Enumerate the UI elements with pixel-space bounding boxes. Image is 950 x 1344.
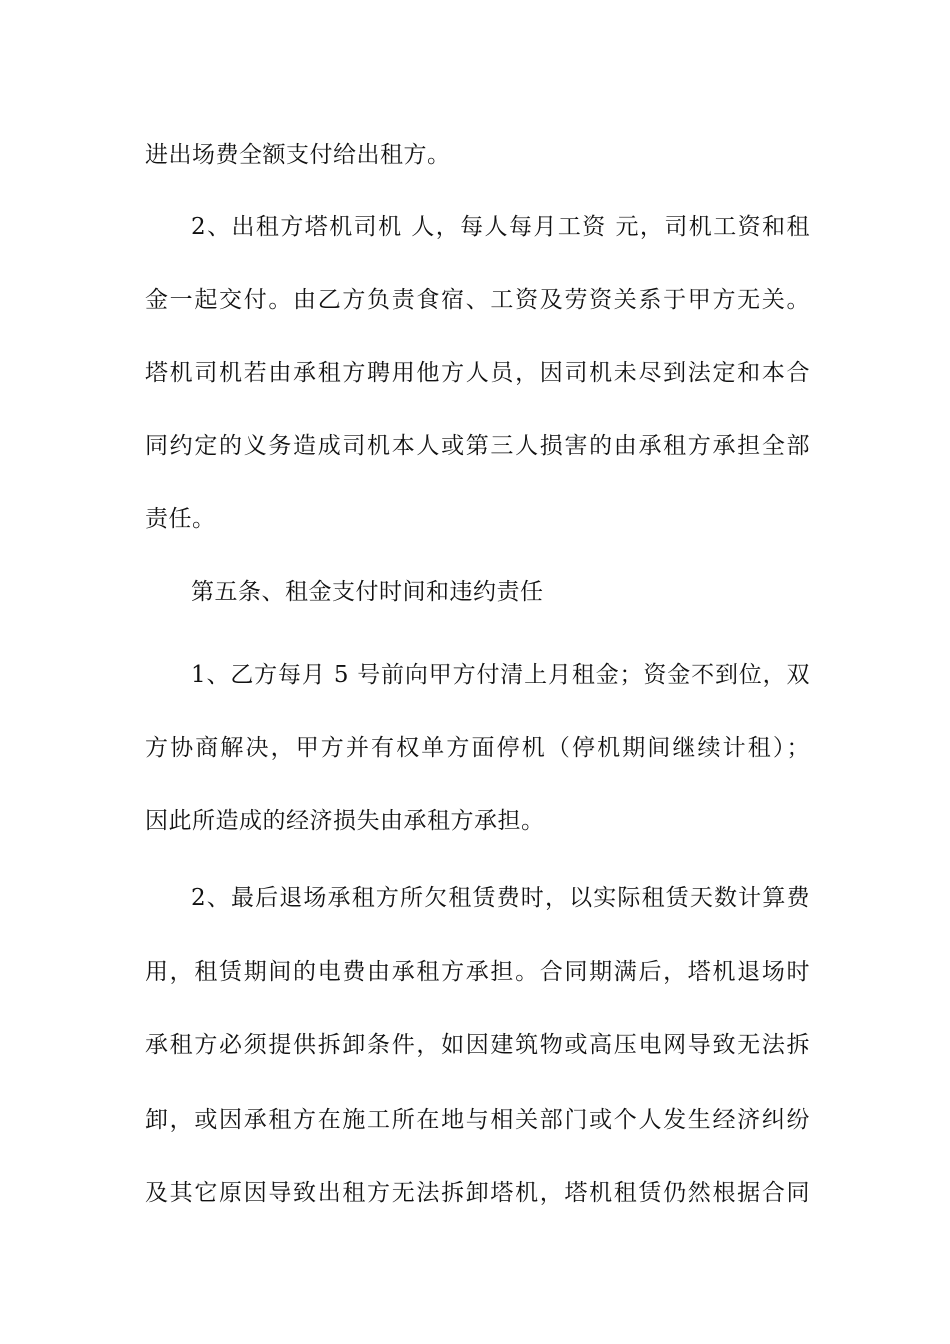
- text-line: 同约定的义务造成司机本人或第三人损害的由承租方承担全部: [145, 433, 810, 459]
- text-line: 承租方必须提供拆卸条件，如因建筑物或高压电网导致无法拆: [145, 1032, 810, 1058]
- section-heading: 第五条、租金支付时间和违约责任: [191, 579, 544, 605]
- text-line: 2、最后退场承租方所欠租赁费时，以实际租赁天数计算费: [191, 885, 810, 911]
- text-line: 1、乙方每月 5 号前向甲方付清上月租金；资金不到位，双: [191, 662, 810, 688]
- text-line: 金一起交付。由乙方负责食宿、工资及劳资关系于甲方无关。: [145, 287, 810, 313]
- text-line: 用，租赁期间的电费由承租方承担。合同期满后，塔机退场时: [145, 959, 810, 985]
- text-line: 塔机司机若由承租方聘用他方人员，因司机未尽到法定和本合: [145, 360, 810, 386]
- text-line: 方协商解决，甲方并有权单方面停机（停机期间继续计租）；: [145, 735, 810, 761]
- text-line: 责任。: [145, 506, 216, 532]
- text-line: 卸，或因承租方在施工所在地与相关部门或个人发生经济纠纷: [145, 1107, 810, 1133]
- text-line: 及其它原因导致出租方无法拆卸塔机，塔机租赁仍然根据合同: [145, 1180, 810, 1206]
- text-line: 因此所造成的经济损失由承租方承担。: [145, 808, 545, 834]
- text-line: 2、出租方塔机司机 人，每人每月工资 元，司机工资和租: [191, 214, 810, 240]
- text-line: 进出场费全额支付给出租方。: [145, 142, 451, 168]
